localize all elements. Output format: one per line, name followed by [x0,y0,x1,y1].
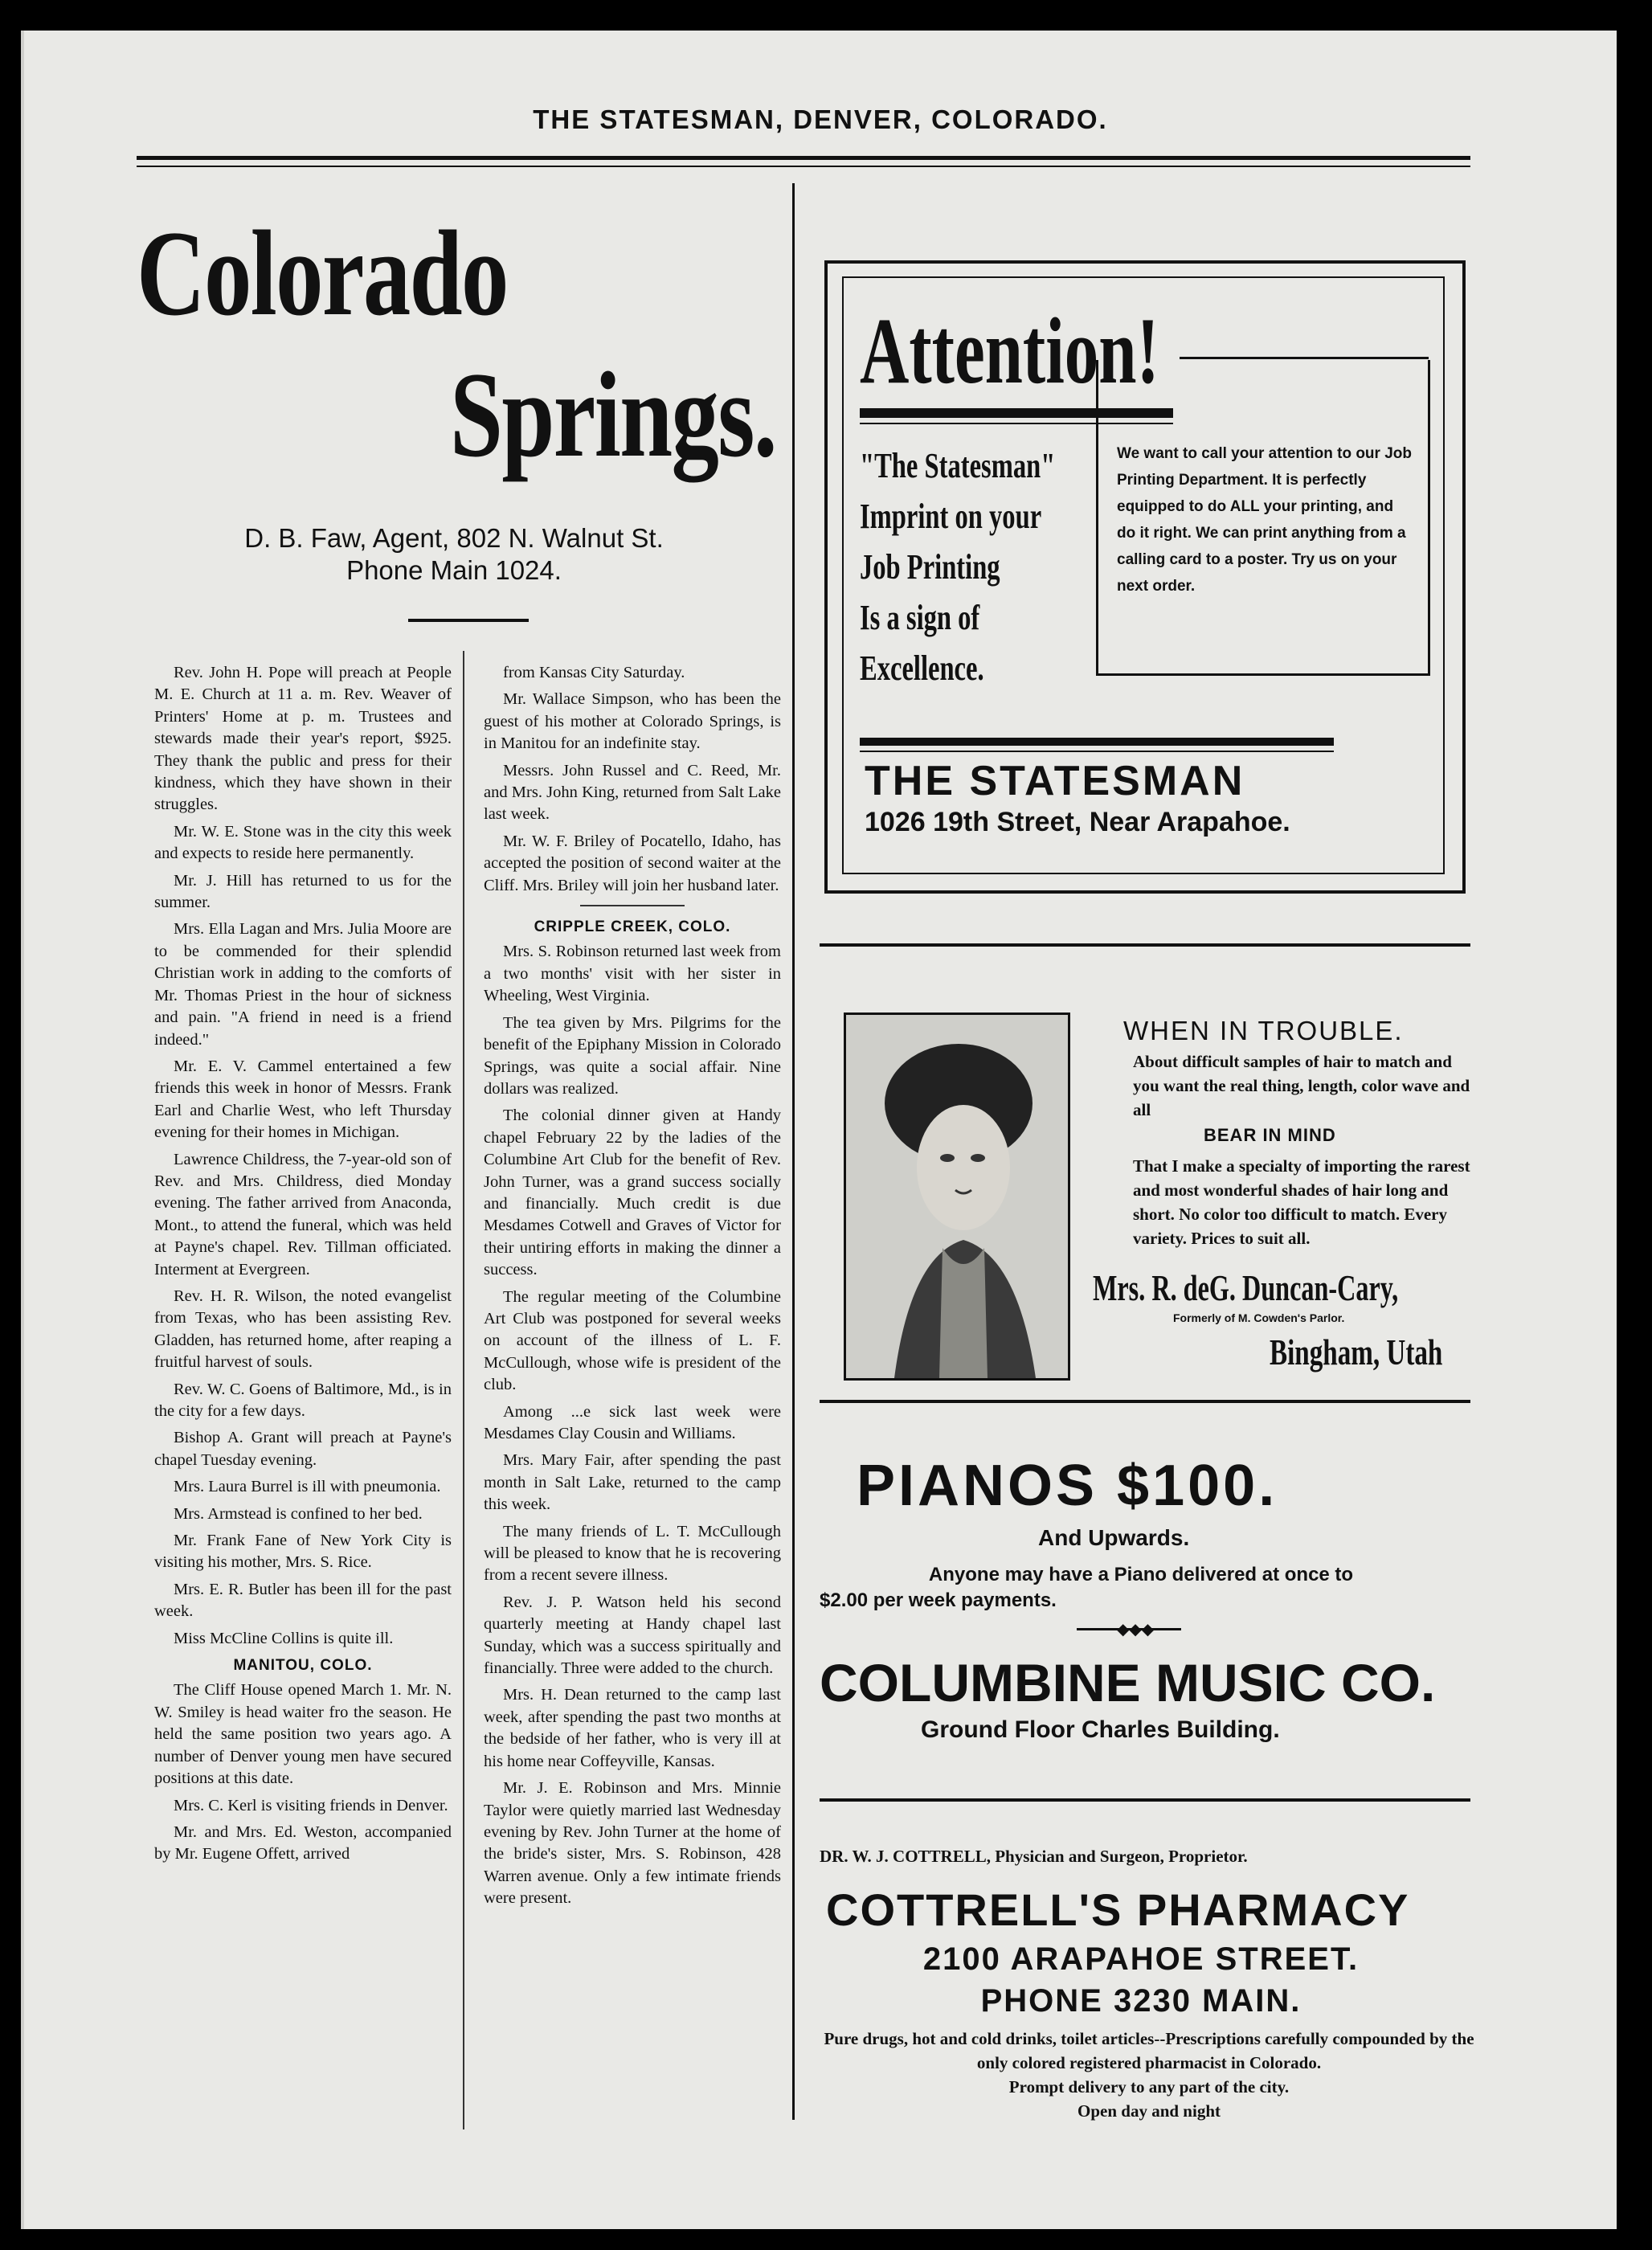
news-item: Mr. J. E. Robinson and Mrs. Minnie Taylor were quietly married last Wednesday evening by Rev. John Turner at the home of the bride's sister, Mrs. S. Robinson, 428 Warren avenue. Only a few intimate friends were present. [484,1779,781,1908]
manitou-items [154,1679,452,1865]
attention-title: Attention! [860,298,1159,403]
company-location: Ground Floor Charles Building. [921,1716,1280,1743]
masthead-rule [137,156,1470,160]
trouble-para-2: That I make a specialty of importing the rarest and most wonderful shades of hair long and short. No color too difficult to match. Every variety. Prices to suit all. [1133,1156,1470,1248]
advertiser-place: Bingham, Utah [1270,1332,1443,1372]
news-item: Mr. W. E. Stone was in the city this week and expects to reside here permanently. [154,822,452,863]
attention-title-rule [1180,357,1429,359]
attention-address: 1026 19th Street, Near Arapahoe. [865,807,1290,837]
pianos-offer [820,1562,1462,1614]
colorado-springs-items [154,662,452,1650]
news-item: Mrs. Ella Lagan and Mrs. Julia Moore are to be commended for their splendid Christian work in adding to the comforts of Mr. Thomas Priest in the hour of sickness and pain. "A friend in need is a friend indeed." [154,920,452,1049]
masthead: THE STATESMAN, DENVER, COLORADO. [533,104,1108,134]
ornament-diamond-icon: ◆◆◆ [1117,1621,1155,1638]
headline-rule [408,619,529,622]
news-item: from Kansas City Saturday. [503,664,685,681]
news-item: Mrs. C. Kerl is visiting friends in Denver. [174,1796,448,1814]
pharmacy-text-3: Open day and night [1077,2101,1221,2121]
news-item: Rev. John H. Pope will preach at People M. E. Church at 11 a. m. Rev. Weaver of Printers' Home at p. m. Trustees and stewards made their year's report, $925. They thank the public and press for their kindness, which they have shown in their struggles. [154,664,452,814]
news-item: Among ...e sick last week were Mesdames Clay Cousin and Williams. [484,1402,781,1442]
ad-separator [820,1798,1470,1802]
company-name: COLUMBINE MUSIC CO. [820,1653,1436,1712]
trouble-para-1: About difficult samples of hair to match and you want the real thing, length, color wave and all [1133,1052,1470,1119]
news-item: Mrs. Armstead is confined to her bed. [174,1504,423,1523]
ad-separator [820,943,1470,947]
attention-footer-bar-thin [860,751,1334,752]
newspaper-page [21,31,1617,2229]
pharmacy-phone: PHONE 3230 MAIN. [980,1983,1302,2019]
ad-separator [820,1400,1470,1403]
attention-footer-bar [860,738,1334,746]
trouble-text [1133,1049,1474,1128]
portrait-image [844,1012,1070,1381]
news-item: Miss McCline Collins is quite ill. [174,1629,394,1647]
cripple-creek-heading: CRIPPLE CREEK, COLO. [534,918,731,936]
pianos-offer-line-2: $2.00 per week payments. [820,1589,1057,1611]
news-item: Mr. Wallace Simpson, who has been the guest of his mother at Colorado Springs, is in Manitou for an indefinite stay. [484,690,781,753]
news-item: Mrs. S. Robinson returned last week from a two months' visit with her sister in Wheeling, West Virginia. [484,943,781,1005]
attention-right-text: We want to call your attention to our Job Printing Department. It is perfectly equipped to do ALL your printing, and do it right. We can print anything from a calling card to a poster. Try us on your next order. [1117,445,1412,595]
news-item: Rev. H. R. Wilson, the noted evangelist from Texas, who has been assisting Rev. Gladden, has returned home, after reaping a fruitful harvest of souls. [154,1287,452,1372]
news-item: Mr. E. V. Cammel entertained a few friends this week in honor of Messrs. Frank Earl and Charlie West, who left Thursday evening for their homes in Michigan. [154,1057,452,1142]
woman-portrait-icon [846,1015,1068,1378]
news-item: The colonial dinner given at Handy chapel February 22 by the ladies of the Columbine Art Club for the benefit of Rev. John Turner, was a grand success socially and financially. Much credit is due Mesdames Cotwell and Graves of Victor for their untiring efforts in making the dinner a success. [484,1107,781,1279]
attention-paper-name: THE STATESMAN [865,758,1245,804]
pianos-title: PIANOS $100. [857,1454,1278,1518]
masthead-rule-thin [137,166,1470,167]
phone-line: Phone Main 1024. [346,555,562,585]
column-divider-left [463,651,464,2129]
pharmacy-address-block [820,1938,1462,2022]
trouble-text-2 [1133,1154,1474,1257]
news-item: Mr. J. Hill has returned to us for the summer. [154,871,452,912]
section-rule [580,905,685,906]
advertiser-formerly: Formerly of M. Cowden's Parlor. [1173,1311,1345,1324]
pianos-upwards: And Upwards. [1038,1525,1190,1550]
headline-colorado: Colorado [137,206,508,341]
pharmacy-description [820,2027,1478,2123]
manitou-heading: MANITOU, COLO. [233,1657,373,1675]
news-item: Mr. and Mrs. Ed. Weston, accompanied by Mr. Eugene Offett, arrived [154,1822,452,1863]
pharmacy-proprietor: DR. W. J. COTTRELL, Physician and Surgeon, Proprietor. [820,1847,1248,1866]
attention-line: "The Statesman" [860,446,1056,485]
news-item: Mr. W. F. Briley of Pocatello, Idaho, has accepted the position of second waiter at the Cliff. Mrs. Briley will join her husband later. [484,832,781,894]
attention-line: Job Printing [860,547,1000,587]
attention-left-lines [860,440,1055,693]
news-column-1 [154,662,452,1871]
news-column-2 [484,662,781,1915]
news-item: Mrs. E. R. Butler has been ill for the past week. [154,1580,452,1621]
attention-line: Imprint on your [860,497,1042,536]
news-item: Rev. W. C. Goens of Baltimore, Md., is in the city for a few days. [154,1380,452,1420]
pharmacy-text-2: Prompt delivery to any part of the city. [1008,2077,1290,2097]
news-item: The regular meeting of the Columbine Art Club was postponed for several weeks on account of the illness of L. F. McCullough, whose wife is president of the club. [484,1287,781,1394]
news-item: Messrs. John Russel and C. Reed, Mr. and Mrs. John King, returned from Salt Lake last week. [484,761,781,824]
news-item: Mr. Frank Fane of New York City is visiting his mother, Mrs. S. Rice. [154,1532,452,1572]
news-item: Mrs. Mary Fair, after spending the past month in Salt Lake, returned to the camp this week. [484,1451,781,1514]
agent-line: D. B. Faw, Agent, 802 N. Walnut St. [244,523,664,553]
pharmacy-text-1: Pure drugs, hot and cold drinks, toilet articles--Prescriptions carefully compounded by the only colored registered pharmacist in Colorado. [824,2029,1474,2072]
pianos-offer-line-1: Anyone may have a Piano delivered at once to [928,1564,1354,1585]
attention-bar [860,408,1173,418]
attention-line: Is a sign of [860,598,980,637]
advertiser-name: Mrs. R. deG. Duncan-Cary, [1093,1267,1399,1308]
manitou-continued-items [484,662,781,897]
bear-in-mind: BEAR IN MIND [1204,1125,1336,1145]
news-item: Mrs. H. Dean returned to the camp last week, after spending the past two months at the bedside of her father, who is very ill at his home near Coffeyville, Kansas. [484,1686,781,1770]
news-item: Mrs. Laura Burrel is ill with pneumonia. [174,1478,441,1496]
headline-springs: Springs. [450,347,776,482]
news-item: Rev. J. P. Watson held his second quarterly meeting at Handy chapel last Sunday, which was a success spiritually and financially. Three were added to the church. [484,1593,781,1678]
pharmacy-name: COTTRELL'S PHARMACY [826,1884,1410,1935]
cripple-creek-items [484,941,781,1909]
attention-bar-thin [860,423,1173,424]
column-divider [792,183,795,2120]
attention-line: Excellence. [860,648,984,688]
trouble-title: WHEN IN TROUBLE. [1123,1016,1404,1045]
news-item: The tea given by Mrs. Pilgrims for the benefit of the Epiphany Mission in Colorado Springs, was quite a social affair. Nine dollars was realized. [484,1013,781,1098]
pharmacy-address: 2100 ARAPAHOE STREET. [922,1941,1360,1977]
news-item: The Cliff House opened March 1. Mr. N. W. Smiley is head waiter fro the season. He held the same position two years ago. A number of Denver young men have secured positions at this date. [154,1681,452,1788]
news-item: Bishop A. Grant will preach at Payne's chapel Tuesday evening. [154,1429,452,1469]
news-item: The many friends of L. T. McCullough will be pleased to know that he is recovering from a recent severe illness. [484,1522,781,1585]
news-item: Lawrence Childress, the 7-year-old son of Rev. and Mrs. Childress, died Monday evening. The father arrived from Anaconda, Mont., to attend the funeral, which was held at Payne's chapel. Rev. Tillman officiated. Interment at Evergreen. [154,1150,452,1278]
